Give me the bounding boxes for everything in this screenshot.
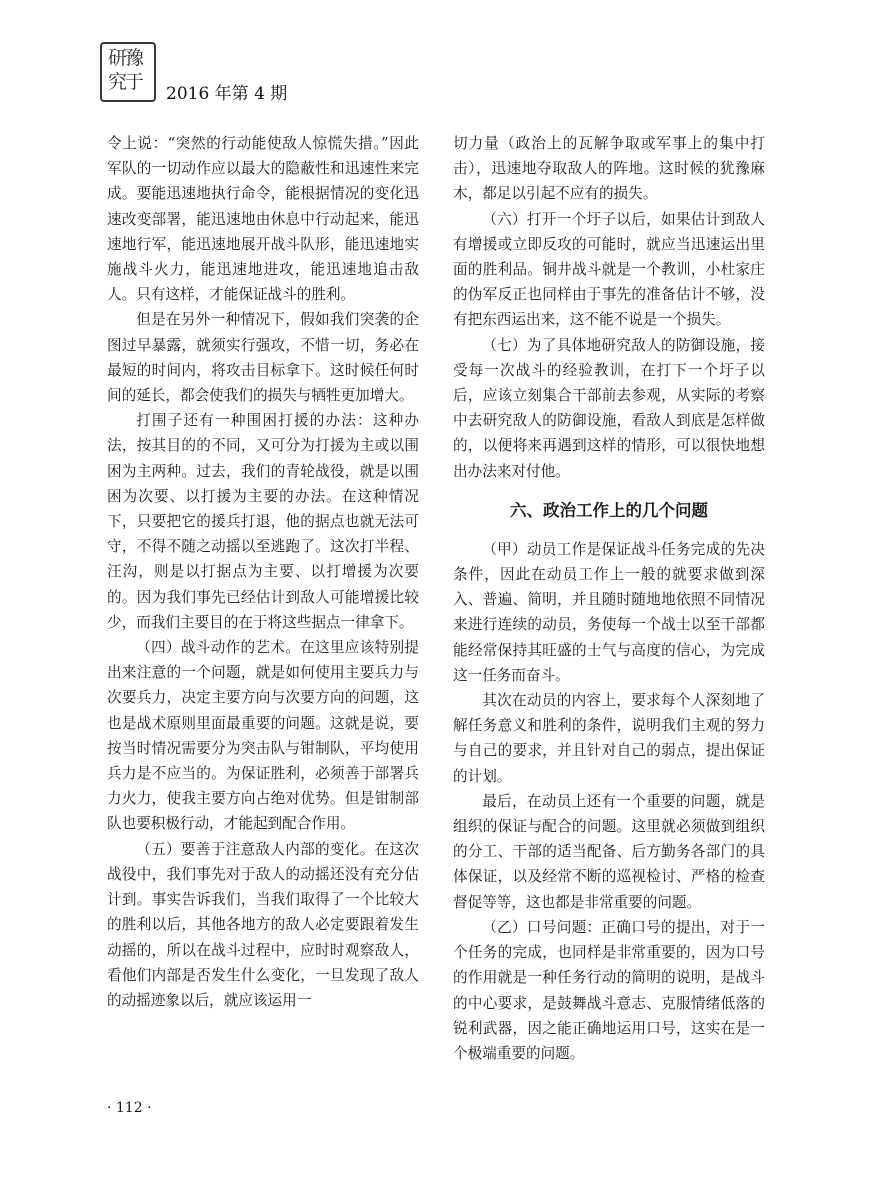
issue-label: 2016 年第 4 期: [166, 84, 288, 104]
logo-text-top: 研豫: [108, 47, 143, 69]
right-column: [453, 131, 765, 1066]
paragraph: （七）为了具体地研究敌人的防御设施，接受每一次战斗的经验教训，在打下一个圩子以后，应该立刻集合干部前去参观，从实际的考察中去研究敌人的防御设施，看敌人到底是怎样做的，以便将来再遇到这样的情形，可以很快地想出办法来对付他。: [453, 336, 765, 480]
journal-logo: [100, 42, 156, 102]
paragraph: （六）打开一个圩子以后，如果估计到敌人有增援或立即反攻的可能时，就应当迅速运出里面的胜利品。铜井战斗就是一个教训，小杜家庄的伪军反正也同样由于事先的准备估计不够，没有把东西运出来，这不能不说是一个损失。: [453, 210, 765, 329]
paragraph: （五）要善于注意敌人内部的变化。在这次战役中，我们事先对于敌人的动摇还没有充分估计到。事实告诉我们，当我们取得了一个比较大的胜利以后，其他各地方的敌人必定要跟着发生动摇的，所以在战斗过程中，应时时观察敌人，看他们内部是否发生什么变化，一旦发现了敌人的动摇迹象以后，就应该运用一: [107, 840, 419, 1009]
left-column: [107, 131, 419, 1013]
paragraph: （甲）动员工作是保证战斗任务完成的先决条件，因此在动员工作上一般的就要求做到深入、普遍、简明，并且随时随地地依照不同情况来进行连续的动员，务使每一个战士以至干部都能经常保持其旺盛的士气与高度的信心，为完成这一任务而奋斗。: [453, 540, 765, 684]
paragraph: 打围子还有一种围困打援的办法：这种办法，按其目的的不同，又可分为打援为主或以围困为主两种。过去，我们的青轮战役，就是以围困为次要、以打援为主要的办法。在这种情况下，只要把它的援兵打退，他的据点也就无法可守，不得不随之动摇以至逃跑了。这次打半程、汪沟，则是以打据点为主要、以打增援为次要的。因为我们事先已经估计到敌人可能增援比较少，而我们主要目的在于将这些据点一律拿下。: [107, 412, 419, 631]
paragraph: 切力量（政治上的瓦解争取或军事上的集中打击），迅速地夺取敌人的阵地。这时候的犹豫麻木，都足以引起不应有的损失。: [453, 135, 765, 203]
paragraph: （四）战斗动作的艺术。在这里应该特别提出来注意的一个问题，就是如何使用主要兵力与次要兵力，决定主要方向与次要方向的问题，这也是战术原则里面最重要的问题。这就是说，要按当时情况需要分为突击队与钳制队，平均使用兵力是不应当的。为保证胜利，必须善于部署兵力火力，使我主要方向占绝对优势。但是钳制部队也要积极行动，才能起到配合作用。: [107, 639, 419, 833]
logo-text-bottom: 究于: [108, 71, 143, 93]
page-number: · 112 ·: [107, 1100, 152, 1116]
page-header: [100, 42, 800, 112]
paragraph: 令上说：“突然的行动能使敌人惊慌失措。”因此军队的一切动作应以最大的隐蔽性和迅速性来完成。要能迅速地执行命令，能根据情况的变化迅速改变部署，能迅速地由休息中行动起来，能迅速地行军，能迅速地展开战斗队形，能迅速地实施战斗火力，能迅速地进攻，能迅速地追击敌人。只有这样，才能保证战斗的胜利。: [107, 135, 419, 304]
paragraph: 其次在动员的内容上，要求每个人深刻地了解任务意义和胜利的条件，说明我们主观的努力与自己的要求，并且针对自己的弱点，提出保证的计划。: [453, 692, 765, 785]
paragraph: 最后，在动员上还有一个重要的问题，就是组织的保证与配合的问题。这里就必须做到组织的分工、干部的适当配备、后方勤务各部门的具体保证，以及经常不断的巡视检讨、严格的检查督促等等，这也都是非常重要的问题。: [453, 792, 765, 911]
paragraph: 但是在另外一种情况下，假如我们突袭的企图过早暴露，就须实行强攻，不惜一切，务必在最短的时间内，将攻击目标拿下。这时候任何时间的延长，都会使我们的损失与牺牲更加增大。: [107, 311, 419, 405]
section-heading: 六、政治工作上的几个问题: [510, 500, 708, 520]
paragraph: （乙）口号问题：正确口号的提出，对于一个任务的完成，也同样是非常重要的，因为口号的作用就是一种任务行动的简明的说明，是战斗的中心要求，是鼓舞战斗意志、克服情绪低落的锐利武器，因之能正确地运用口号，这实在是一个极端重要的问题。: [453, 918, 765, 1062]
